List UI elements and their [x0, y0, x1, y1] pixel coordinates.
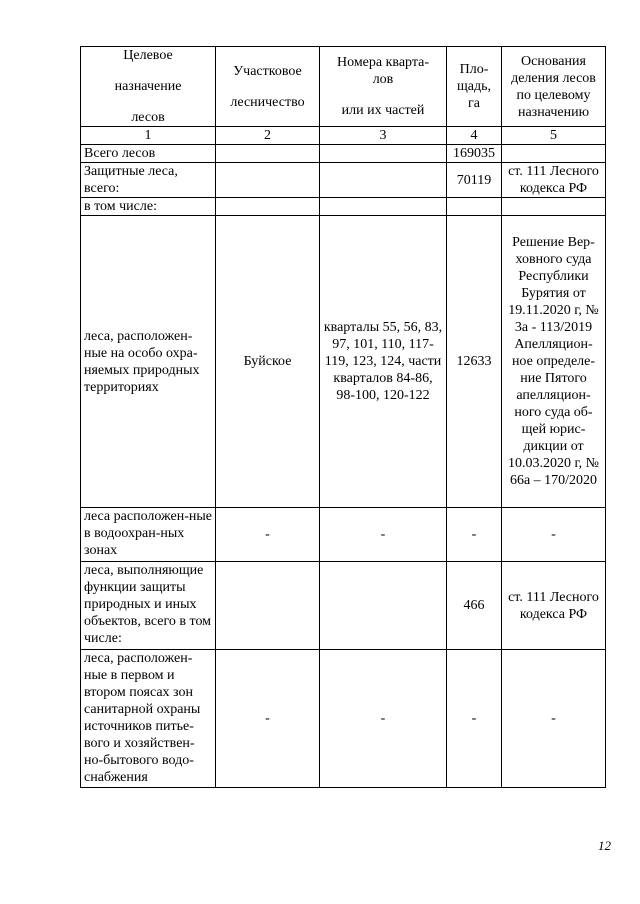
row-basis: ст. 111 Лесного кодекса РФ	[502, 562, 606, 650]
row-forestry	[216, 198, 320, 216]
header-quarters-line: лов	[372, 72, 394, 87]
row-name: леса, расположен-ные на особо охра-няемых природных территориях	[81, 216, 216, 508]
header-area-line: щадь,	[456, 79, 491, 94]
column-number-row	[81, 127, 606, 145]
row-area: 466	[447, 562, 502, 650]
column-number: 3	[320, 127, 447, 145]
row-quarters	[320, 163, 447, 198]
header-purpose-line: назначение	[114, 79, 182, 94]
column-number: 1	[81, 127, 216, 145]
table-row	[81, 650, 606, 788]
table-row	[81, 216, 606, 508]
row-area: -	[447, 650, 502, 788]
table-row	[81, 508, 606, 562]
column-number: 2	[216, 127, 320, 145]
header-basis	[502, 47, 606, 127]
header-basis-line: деления лесов	[511, 70, 596, 86]
header-forestry-line: лесничество	[230, 94, 305, 110]
table-row	[81, 163, 606, 198]
header-basis-line: Основания	[521, 53, 586, 69]
header-area	[447, 47, 502, 127]
header-quarters	[320, 47, 447, 127]
header-basis-line: назначению	[517, 104, 590, 120]
row-name: леса, выполняющие функции защиты природных и иных объектов, всего в том числе:	[81, 562, 216, 650]
row-name: Всего лесов	[81, 145, 216, 163]
row-basis	[502, 145, 606, 163]
row-quarters: -	[320, 508, 447, 562]
row-quarters: кварталы 55, 56, 83, 97, 101, 110, 117-119, 123, 124, части кварталов 84-86, 98-100, 120-122	[320, 216, 447, 508]
row-name: Защитные леса, всего:	[81, 163, 216, 198]
forest-purpose-table	[80, 46, 606, 788]
column-number: 4	[447, 127, 502, 145]
header-area-line: га	[468, 96, 480, 111]
header-purpose	[81, 47, 216, 127]
row-basis: -	[502, 650, 606, 788]
row-forestry: Буйское	[216, 216, 320, 508]
header-forestry-line: Участковое	[233, 63, 302, 79]
row-forestry	[216, 163, 320, 198]
row-name: леса, расположен-ные в первом и втором поясах зон санитарной охраны источников питье-вого и хозяйствен-но-бытового водо-снабжения	[81, 650, 216, 788]
table-header-row	[81, 47, 606, 127]
header-basis-line: по целевому	[516, 87, 591, 103]
row-forestry	[216, 145, 320, 163]
header-forestry	[216, 47, 320, 127]
row-forestry: -	[216, 650, 320, 788]
table-row	[81, 198, 606, 216]
header-quarters-line: или их частей	[341, 103, 425, 118]
row-name: леса расположен-ные в водоохран-ных зонах	[81, 508, 216, 562]
table-row	[81, 145, 606, 163]
row-quarters	[320, 562, 447, 650]
row-area: 169035	[447, 145, 502, 163]
row-forestry	[216, 562, 320, 650]
column-number: 5	[502, 127, 606, 145]
row-basis: Решение Вер-ховного суда Республики Бурятия от 19.11.2020 г, № 3а - 113/2019 Апелляцион-ное определе-ние Пятого апелляцион-ного суда об-щей юрис-дикции от 10.03.2020 г, № 66а – 170/2020	[502, 216, 606, 508]
page-number: 12	[598, 838, 611, 853]
row-area: -	[447, 508, 502, 562]
row-area: 12633	[447, 216, 502, 508]
row-basis: ст. 111 Лесного кодекса РФ	[502, 163, 606, 198]
row-basis: -	[502, 508, 606, 562]
row-quarters	[320, 145, 447, 163]
header-purpose-line: Целевое	[123, 48, 173, 63]
row-area	[447, 198, 502, 216]
row-quarters: -	[320, 650, 447, 788]
header-purpose-line: лесов	[131, 110, 165, 125]
row-area: 70119	[447, 163, 502, 198]
row-quarters	[320, 198, 447, 216]
row-forestry: -	[216, 508, 320, 562]
header-area-line: Пло-	[459, 62, 489, 77]
row-basis	[502, 198, 606, 216]
header-quarters-line: Номера кварта-	[336, 55, 430, 70]
table-row	[81, 562, 606, 650]
row-name: в том числе:	[81, 198, 216, 216]
